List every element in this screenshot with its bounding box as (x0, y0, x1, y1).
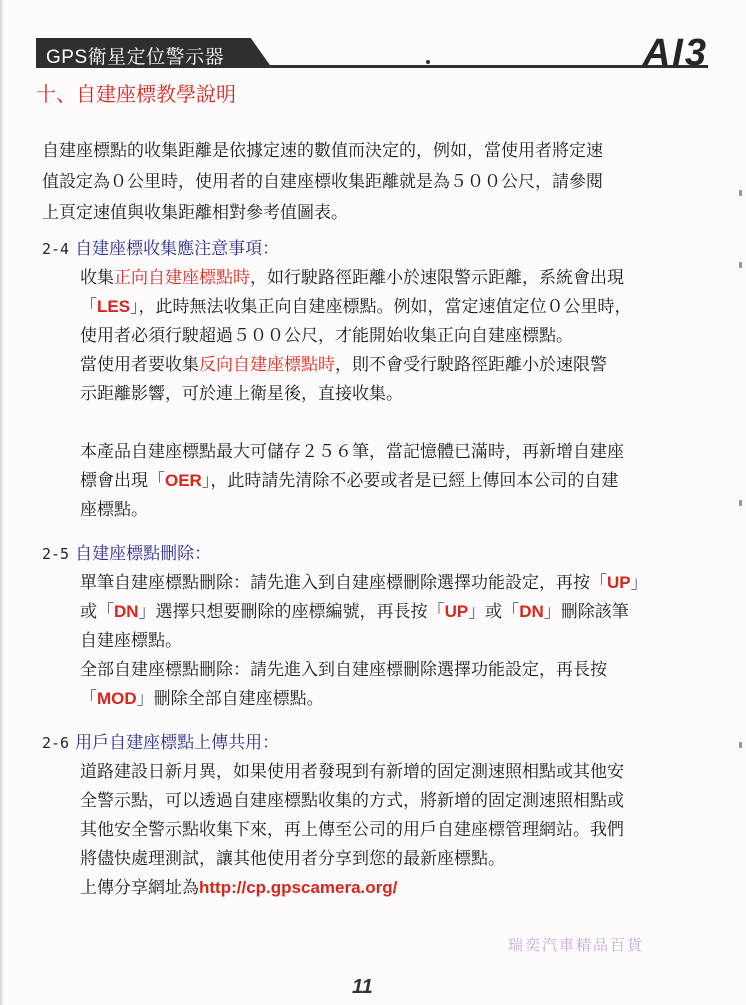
page-header (36, 32, 708, 74)
s24-highlight-forward: 正向自建座標點時 (114, 268, 250, 288)
intro-line-2: 值設定為０公里時，使用者的自建座標收集距離就是為５００公尺，請參閱 (42, 172, 603, 192)
scan-edge-mark (739, 742, 742, 748)
model-logo: AI3 (642, 32, 708, 74)
s26-line-2: 全警示點，可以透過自建座標點收集的方式，將新增的固定測速照相點或 (80, 791, 624, 811)
scan-edge-mark (739, 262, 742, 268)
section-title: 十、自建座標教學說明 (36, 82, 236, 106)
s25-line-3: 自建座標點。 (80, 631, 182, 651)
s25-text: 」選擇只想要刪除的座標編號，再長按「 (138, 602, 445, 622)
store-watermark: 瑞奕汽車精品百貨 (508, 936, 645, 954)
s26-line-3: 其他安全警示點收集下來，再上傳至公司的用戶自建座標管理網站。我們 (80, 820, 624, 840)
intro-line-1: 自建座標點的收集距離是依據定速的數值而決定的，例如，當使用者將定速 (42, 141, 603, 161)
s25-line-1 (80, 572, 648, 594)
scan-edge-mark (739, 190, 742, 196)
code-up: UP (607, 573, 631, 592)
s25-text: 」 (630, 573, 648, 593)
s24-text: 標會出現「 (80, 471, 165, 491)
scan-edge-mark (739, 500, 742, 506)
s24-line-5: 示距離影響，可於連上衛星後，直接收集。 (80, 384, 403, 404)
code-dn: DN (519, 602, 544, 621)
s25-text: 」刪除全部自建座標點。 (136, 689, 324, 709)
s24-highlight-reverse: 反向自建座標點時 (199, 355, 335, 375)
page-number: 11 (352, 976, 373, 998)
section-2-6-heading (42, 732, 279, 754)
intro-line-3: 上頁定速值與收集距離相對參考值圖表。 (42, 203, 348, 223)
s26-text: 上傳分享網址為 (80, 878, 199, 898)
s24-line-1 (80, 267, 624, 289)
s24-text: 」，此時請先清除不必要或者是已經上傳回本公司的自建 (201, 471, 619, 491)
header-title: GPS衛星定位警示器 (46, 47, 225, 68)
s24-text: ，則不會受行駛路徑距離小於速限警 (335, 355, 607, 375)
section-2-5-title: 自建座標點刪除： (75, 544, 212, 564)
s24-text: 」，此時無法收集正向自建座標點。例如，當定速值定位０公里時， (130, 297, 632, 317)
section-2-4-title: 自建座標收集應注意事項： (75, 239, 280, 259)
section-2-6-title: 用戶自建座標點上傳共用： (75, 733, 280, 753)
s24-line-3: 使用者必須行駛超過５００公尺，才能開始收集正向自建座標點。 (80, 326, 573, 346)
s24-text: ，如行駛路徑距離小於速限警示距離，系統會出現 (250, 268, 624, 288)
scan-edge-shadow (0, 0, 4, 1005)
code-up: UP (444, 602, 469, 621)
section-2-4-number: 2-4 (42, 240, 70, 258)
section-2-4-heading (42, 238, 279, 260)
s25-line-2 (80, 601, 629, 623)
s25-text: 單筆自建座標點刪除：請先進入到自建座標刪除選擇功能設定，再按「 (80, 573, 607, 593)
code-les: LES (97, 297, 131, 316)
s24-text: 「 (80, 297, 97, 317)
s24-text: 收集 (80, 268, 114, 288)
header-dot (426, 60, 430, 64)
s25-line-4: 全部自建座標點刪除：請先進入到自建座標刪除選擇功能設定，再長按 (80, 660, 607, 680)
code-dn: DN (114, 602, 139, 621)
s26-line-5 (80, 877, 397, 899)
s25-text: 或「 (80, 602, 114, 622)
code-mod: MOD (97, 689, 137, 708)
s24-para2-line-2 (80, 470, 618, 492)
s25-text: 」刪除該筆 (543, 602, 629, 622)
s24-line-4 (80, 354, 607, 376)
s24-para2-line-1: 本產品自建座標點最大可儲存２５６筆，當記憶體已滿時，再新增自建座 (80, 442, 624, 462)
s24-line-2 (80, 296, 632, 318)
s25-line-5 (80, 688, 324, 710)
section-2-6-number: 2-6 (42, 734, 70, 752)
s26-line-4: 將儘快處理測試，讓其他使用者分享到您的最新座標點。 (80, 849, 505, 869)
section-2-5-number: 2-5 (42, 545, 70, 563)
s24-text: 當使用者要收集 (80, 355, 199, 375)
section-2-5-heading (42, 543, 211, 565)
s24-para2-line-3: 座標點。 (80, 500, 148, 520)
code-oer: OER (165, 471, 202, 490)
s25-text: 「 (80, 689, 97, 709)
s26-line-1: 道路建設日新月異，如果使用者發現到有新增的固定測速照相點或其他安 (80, 762, 624, 782)
share-url-link[interactable]: http://cp.gpscamera.org/ (199, 878, 398, 897)
header-rule (264, 65, 708, 68)
s25-text: 」或「 (468, 602, 520, 622)
